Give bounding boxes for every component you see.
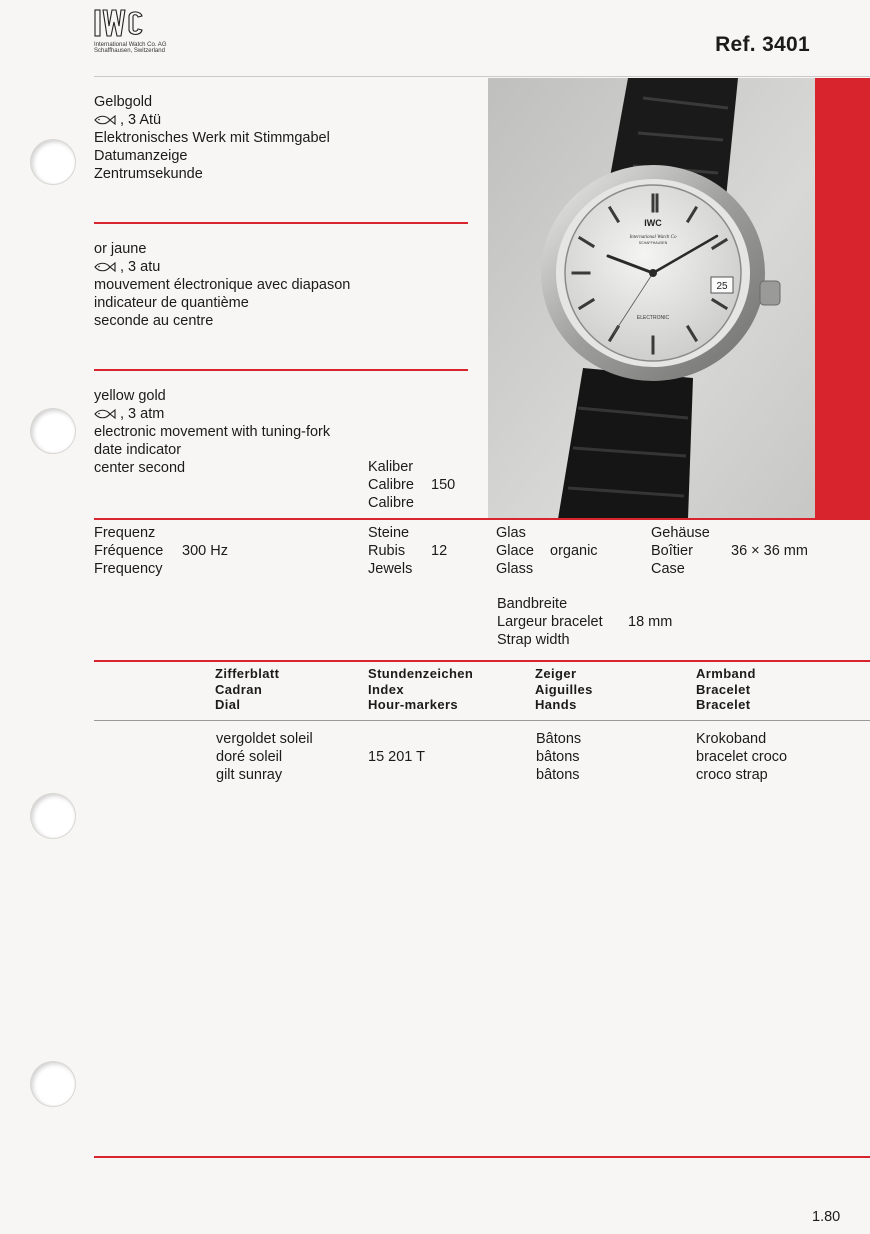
jewels-label-fr: Rubis xyxy=(368,543,406,559)
water-resistant-fish-icon xyxy=(94,115,116,125)
seconds-de: Zentrumsekunde xyxy=(94,166,203,182)
dial-model: ELECTRONIC xyxy=(636,315,670,321)
case-value: 36 × 36 mm xyxy=(731,543,808,559)
frequency-value: 300 Hz xyxy=(182,543,228,559)
divider xyxy=(94,222,468,224)
calibre-label-en: Calibre xyxy=(368,495,414,511)
movement-en: electronic movement with tuning-fork xyxy=(94,424,331,440)
case-label-fr: Boîtier xyxy=(651,543,693,559)
hands-de: Bâtons xyxy=(536,731,582,747)
case-labels xyxy=(651,524,710,578)
dial-de: vergoldet soleil xyxy=(216,731,313,747)
divider xyxy=(94,518,870,520)
glass-label-en: Glass xyxy=(496,561,534,577)
header-index-en: Hour-markers xyxy=(368,697,459,712)
watch-photo xyxy=(488,78,815,519)
red-tab xyxy=(815,78,870,519)
water-resistance-de: , 3 Atü xyxy=(94,111,330,129)
strap-de: Krokoband xyxy=(696,731,767,747)
glass-label-de: Glas xyxy=(496,525,526,541)
case-label-de: Gehäuse xyxy=(651,525,710,541)
header-dial-fr: Cadran xyxy=(215,681,263,697)
divider xyxy=(94,1156,870,1158)
water-resistance-en: , 3 atm xyxy=(94,405,330,423)
strap-width-labels xyxy=(497,595,603,649)
water-resistant-fish-icon xyxy=(94,262,116,272)
frequency-labels xyxy=(94,524,163,578)
table-cell-index: 15 201 T xyxy=(368,749,425,765)
page-number: 1.80 xyxy=(812,1209,841,1225)
reference-number: Ref. 3401 xyxy=(715,33,810,56)
company-name: International Watch Co. AG xyxy=(94,42,167,48)
dial-city: SCHAFFHAUSEN xyxy=(638,241,668,245)
header-rule xyxy=(94,76,870,77)
hands-fr: bâtons xyxy=(536,749,580,765)
glass-label-fr: Glace xyxy=(496,543,534,559)
hands-en: bâtons xyxy=(536,767,580,783)
company-location: Schaffhausen, Switzerland xyxy=(94,48,165,54)
table-header-strap xyxy=(696,666,756,713)
binder-hole xyxy=(31,794,75,838)
iwc-logo-mark xyxy=(94,8,154,38)
calibre-label-fr: Calibre xyxy=(368,477,414,493)
frequency-label-de: Frequenz xyxy=(94,525,156,541)
table-cell-dial xyxy=(216,730,313,784)
material-de: Gelbgold xyxy=(94,94,153,110)
date-de: Datumanzeige xyxy=(94,148,188,164)
table-header-rule xyxy=(94,720,870,721)
date-fr: indicateur de quantième xyxy=(94,295,249,311)
water-resistance-fr: , 3 atu xyxy=(94,258,350,276)
table-header-dial xyxy=(215,666,279,713)
strap-en: croco strap xyxy=(696,767,768,783)
date-window: 25 xyxy=(716,281,728,292)
table-header-index xyxy=(368,666,473,713)
strap-width-label-en: Strap width xyxy=(497,632,570,648)
dial-en: gilt sunray xyxy=(216,767,283,783)
dial-fr: doré soleil xyxy=(216,749,283,765)
binder-hole xyxy=(31,1062,75,1106)
movement-fr: mouvement électronique avec diapason xyxy=(94,277,351,293)
iwc-logo xyxy=(94,8,156,38)
header-index-de: Stundenzeichen xyxy=(368,666,474,681)
strap-width-label-de: Bandbreite xyxy=(497,596,568,612)
seconds-en: center second xyxy=(94,460,186,476)
strap-width-value: 18 mm xyxy=(628,614,673,630)
strap-fr: bracelet croco xyxy=(696,749,788,765)
dial-brand: IWC xyxy=(644,218,662,228)
strap-width-label-fr: Largeur bracelet xyxy=(497,614,603,630)
header-strap-fr: Bracelet xyxy=(696,681,751,697)
case-label-en: Case xyxy=(651,561,685,577)
water-resistant-fish-icon xyxy=(94,409,116,419)
table-cell-hands xyxy=(536,730,581,784)
header-strap-de: Armband xyxy=(696,666,756,681)
header-dial-en: Dial xyxy=(215,697,241,712)
material-fr: or jaune xyxy=(94,241,147,257)
material-en: yellow gold xyxy=(94,388,166,404)
seconds-fr: seconde au centre xyxy=(94,313,214,329)
dial-script: International Watch Co xyxy=(629,235,677,240)
description-french xyxy=(94,240,350,330)
jewels-label-en: Jewels xyxy=(368,561,413,577)
calibre-label-de: Kaliber xyxy=(368,459,414,475)
glass-labels xyxy=(496,524,534,578)
calibre-labels xyxy=(368,458,414,512)
binder-hole xyxy=(31,140,75,184)
glass-value: organic xyxy=(550,543,598,559)
description-german xyxy=(94,93,330,183)
binder-hole xyxy=(31,409,75,453)
frequency-label-fr: Fréquence xyxy=(94,543,164,559)
header-hands-de: Zeiger xyxy=(535,666,577,681)
header-strap-en: Bracelet xyxy=(696,697,751,712)
header-hands-en: Hands xyxy=(535,697,577,712)
header-hands-fr: Aiguilles xyxy=(535,681,593,697)
divider xyxy=(94,369,468,371)
divider xyxy=(94,660,870,662)
frequency-label-en: Frequency xyxy=(94,561,163,577)
date-en: date indicator xyxy=(94,442,182,458)
description-english xyxy=(94,387,330,477)
jewels-labels xyxy=(368,524,412,578)
movement-de: Elektronisches Werk mit Stimmgabel xyxy=(94,130,330,146)
jewels-value: 12 xyxy=(431,543,448,559)
table-cell-strap xyxy=(696,730,787,784)
jewels-label-de: Steine xyxy=(368,525,410,541)
calibre-value: 150 xyxy=(431,477,456,493)
header-index-fr: Index xyxy=(368,681,404,697)
header-dial-de: Zifferblatt xyxy=(215,666,280,681)
table-header-hands xyxy=(535,666,593,713)
